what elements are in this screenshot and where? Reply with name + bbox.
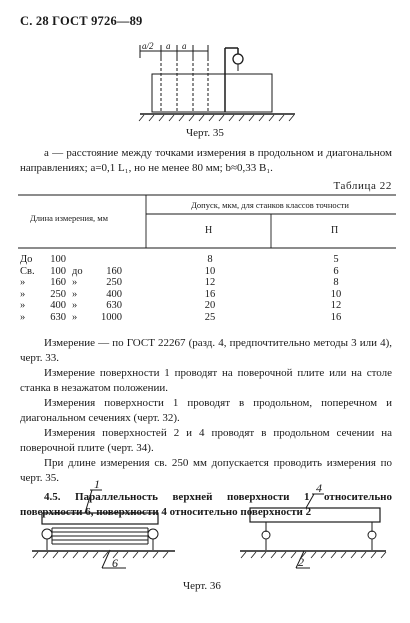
table-cell-from: 100 <box>50 254 66 265</box>
paragraph-surfaces-2-4: Измерения поверхностей 2 и 4 проводят в продольном сечении на поверочной плите (черт. 34). <box>20 427 392 454</box>
table-cell-h: 12 <box>204 277 216 288</box>
table-cell-p: 12 <box>330 300 342 311</box>
table-cell-prefix: » <box>20 288 26 300</box>
table-cell-prefix: Св. <box>20 265 35 277</box>
paragraph-length-250: При длине измерения св. 250 мм допускается проводить измерения по черт. 35. <box>20 457 392 484</box>
class-p-header: П <box>331 225 339 236</box>
dim-label-half-a: a/2 <box>142 41 154 51</box>
table-cell-h: 25 <box>204 311 216 323</box>
table-cell-h: 10 <box>204 265 216 277</box>
table-cell-h: 8 <box>207 254 213 265</box>
table-cell-prefix: » <box>20 277 26 288</box>
table-cell-from: 160 <box>50 277 66 288</box>
dim-label-a-2: a <box>182 41 187 51</box>
fig36-label-1: 1 <box>94 480 100 491</box>
col-length-header: Длина измерения, мм <box>30 213 109 223</box>
figure-36-left-diagram <box>30 480 180 575</box>
fig36-label-2: 2 <box>298 555 304 569</box>
table-cell-mid: » <box>72 277 78 288</box>
table-cell-to: 630 <box>106 300 122 311</box>
table-cell-h: 20 <box>204 300 216 311</box>
paragraph-method: Измерение — по ГОСТ 22267 (разд. 4, предпочтительно методы 3 или 4), черт. 33. <box>20 337 392 364</box>
table-cell-p: 8 <box>333 277 339 288</box>
table-cell-p: 10 <box>330 288 342 300</box>
table-cell-p: 16 <box>330 311 342 323</box>
table-cell-mid: » <box>72 300 78 311</box>
section-4-5-heading: 4.5. Параллельность верхней поверхности 1 относительно поверхности 6, поверхности 4 относительно поверхности 2 <box>20 491 392 518</box>
table-cell-to: 1000 <box>101 311 122 323</box>
table-cell-to: 250 <box>106 277 122 288</box>
table-cell-mid: » <box>72 288 78 300</box>
table-cell-to: 160 <box>106 265 122 277</box>
table-22-title: Таблица 22 <box>333 180 392 192</box>
class-h-header: Н <box>205 225 213 236</box>
table-cell-prefix: » <box>20 311 26 323</box>
table-cell-h: 16 <box>204 288 216 300</box>
table-cell-from: 250 <box>50 288 66 300</box>
dim-label-a-1: a <box>166 41 171 51</box>
definition-text: a — расстояние между точками измерения в продольном и диагональном направлениях; a=0,1 L₁, но не менее 80 мм; b≈0,33 B₁. <box>20 147 392 174</box>
table-cell-from: 630 <box>50 311 66 323</box>
figure-35-diagram <box>130 38 300 133</box>
table-cell-from: 100 <box>50 265 66 277</box>
table-cell-mid: » <box>72 311 78 323</box>
figure-36-caption: Черт. 36 <box>183 580 221 592</box>
table-cell-prefix: » <box>20 300 26 311</box>
figure-35-caption: Черт. 35 <box>186 127 224 139</box>
figure-36-right-diagram <box>238 480 388 575</box>
table-cell-p: 6 <box>333 265 339 277</box>
table-cell-from: 400 <box>50 300 66 311</box>
fig36-label-6: 6 <box>112 556 118 570</box>
paragraph-sections: Измерения поверхности 1 проводят в продольном, поперечном и диагональном сечениях (черт. 32). <box>20 397 392 424</box>
table-cell-prefix: До <box>20 254 33 265</box>
table-cell-p: 5 <box>333 254 339 265</box>
fig36-label-4: 4 <box>316 481 322 495</box>
table-cell-to: 400 <box>106 288 122 300</box>
col-tolerance-header: Допуск, мкм, для станков классов точности <box>191 200 349 210</box>
table-cell-mid: до <box>72 265 83 277</box>
paragraph-surface-1: Измерение поверхности 1 проводят на поверочной плите или на столе станка в незажатом положении. <box>20 367 392 394</box>
page-header: С. 28 ГОСТ 9726—89 <box>20 14 143 28</box>
